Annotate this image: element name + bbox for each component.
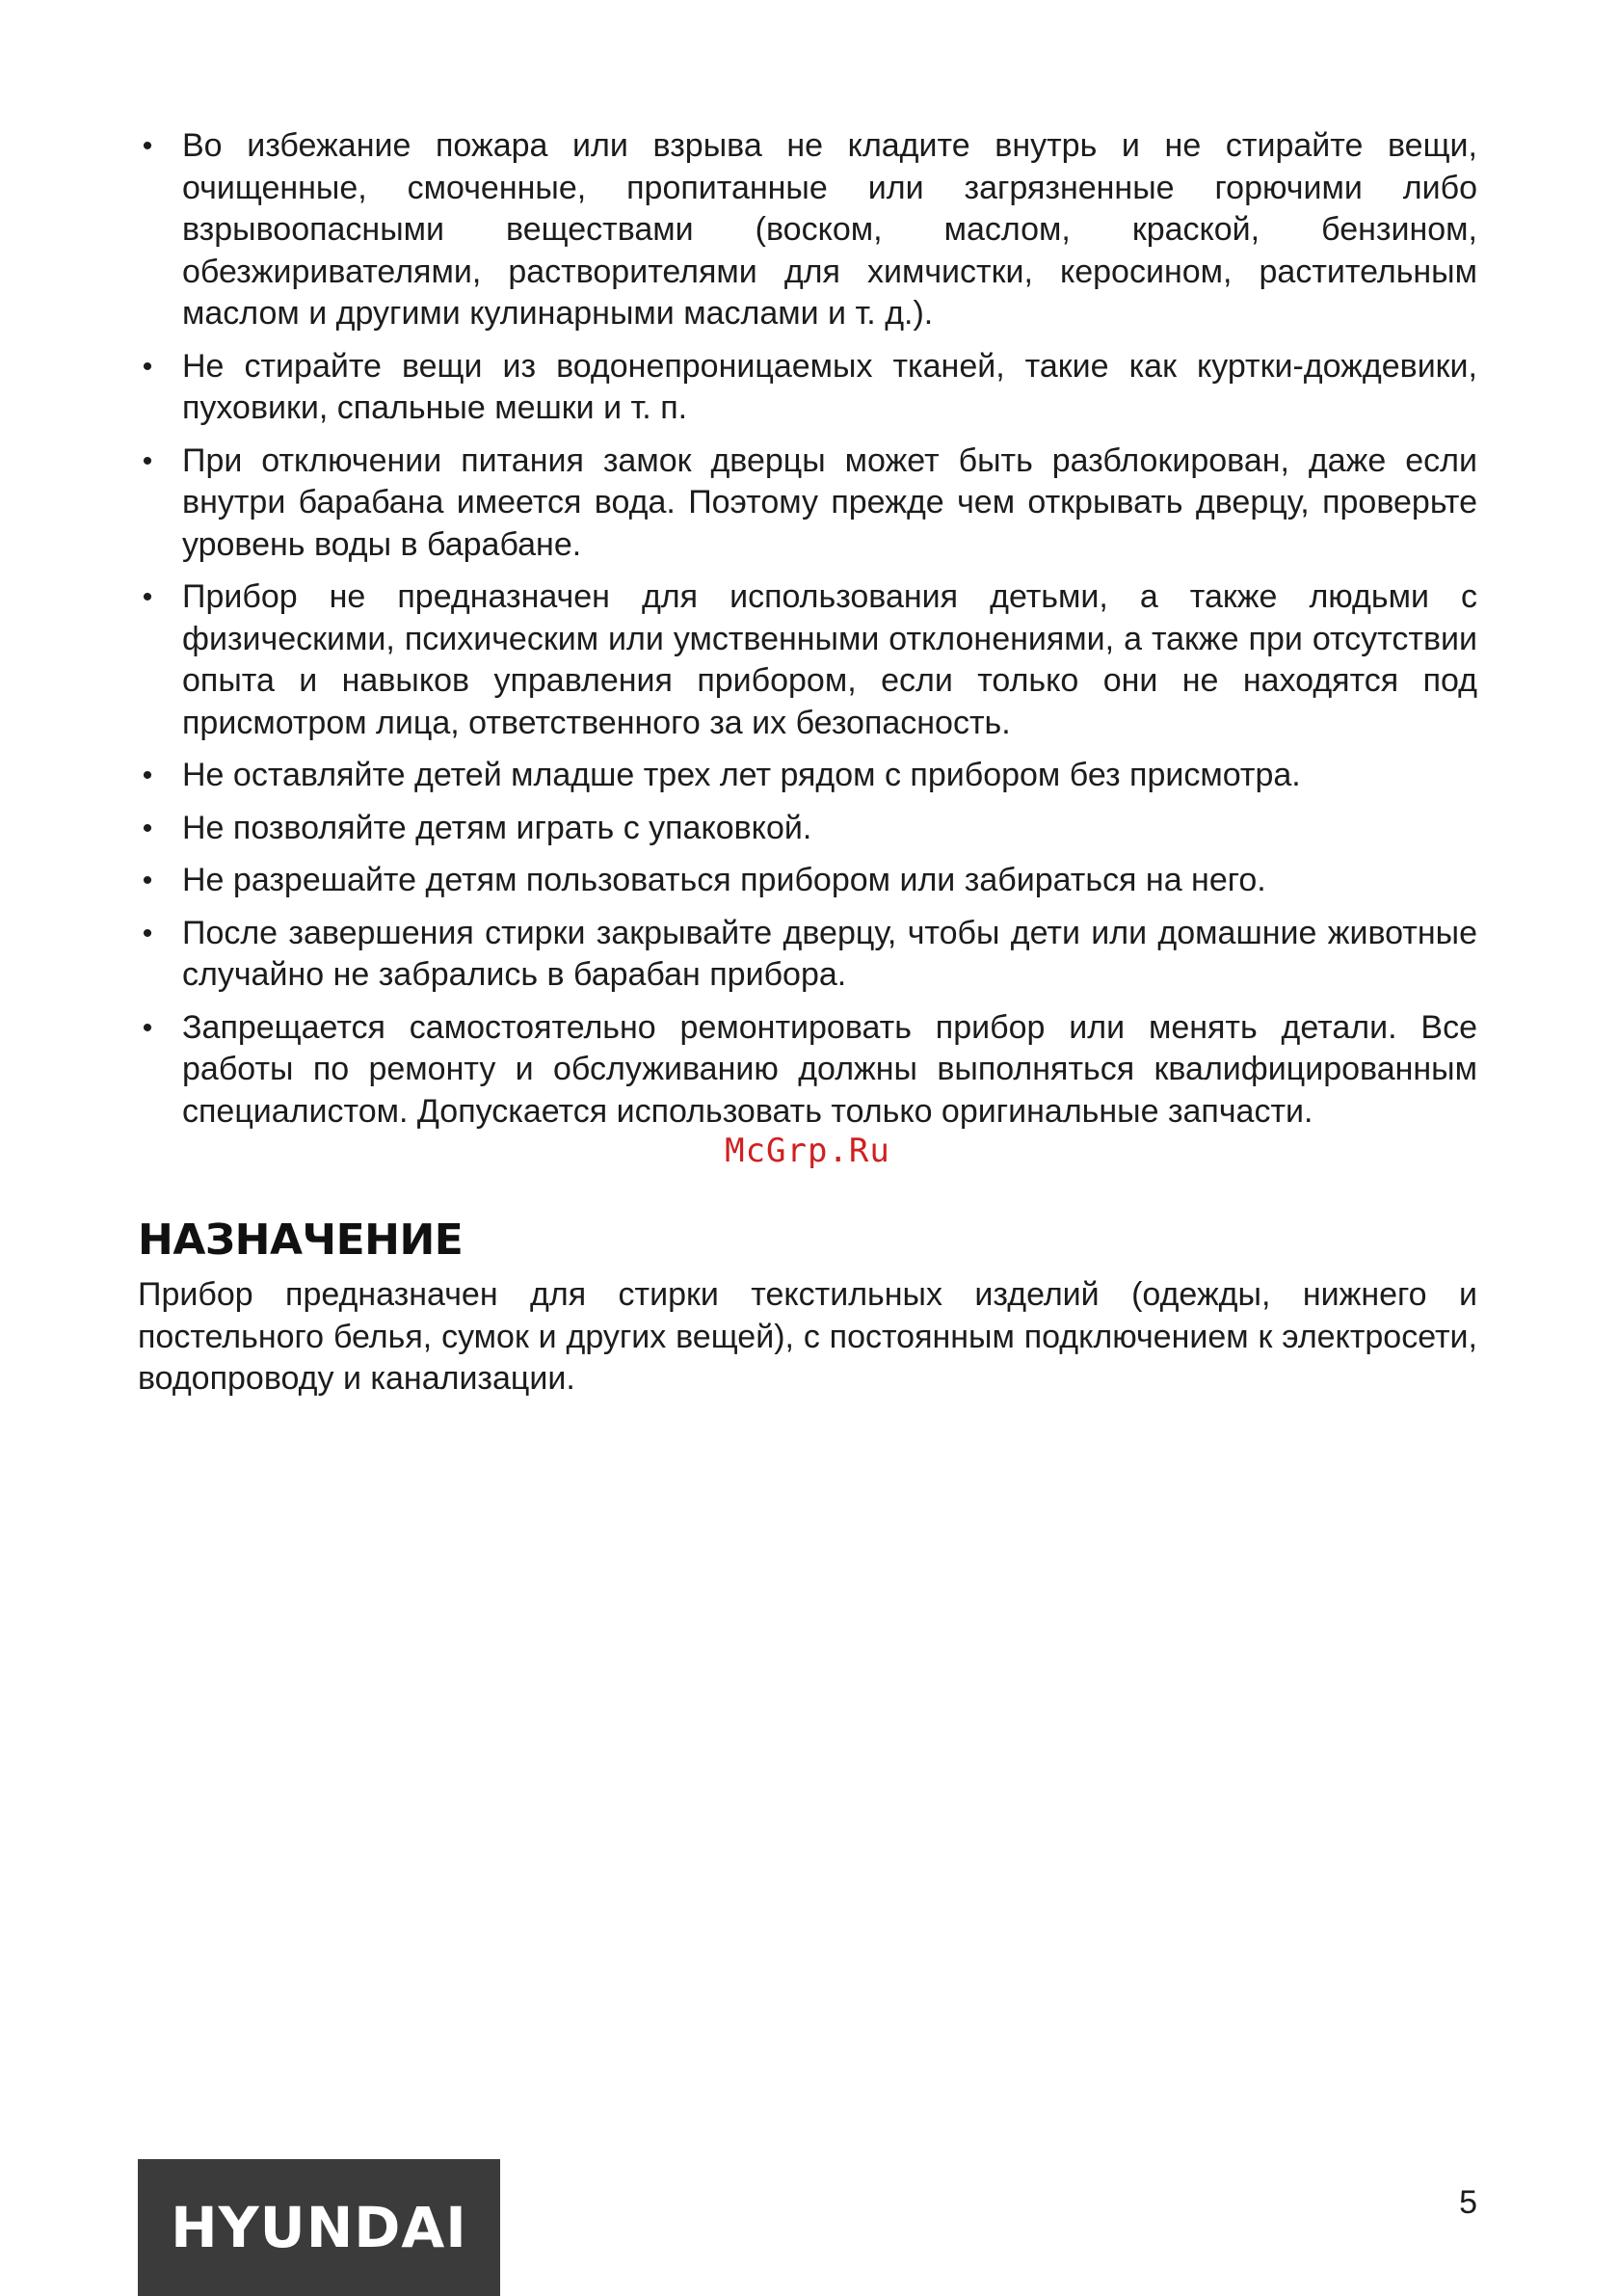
- list-item-text: Прибор не предназначен для использования детьми, а также людьми с физическими, психическим или умственными отклонениями, а также при отсутствии опыта и навыков управления прибором, если только они не находятся под присмотром лица, ответственного за их безопасность.: [182, 578, 1477, 741]
- bullet-icon: •: [142, 581, 153, 613]
- list-item: [138, 755, 1477, 797]
- brand-logo: [138, 2159, 500, 2296]
- list-item: [138, 576, 1477, 744]
- list-item-text: Не оставляйте детей младше трех лет рядом с прибором без присмотра.: [182, 757, 1301, 793]
- list-item: [138, 1007, 1477, 1134]
- bullet-icon: •: [142, 130, 153, 162]
- list-item: [138, 125, 1477, 335]
- list-item-text: Не стирайте вещи из водонепроницаемых тканей, такие как куртки-дождевики, пуховики, спальные мешки и т. п.: [182, 347, 1477, 426]
- watermark-link[interactable]: McGrp.Ru: [725, 1132, 890, 1170]
- page-content: [138, 125, 1477, 1401]
- bullet-icon: •: [142, 444, 153, 477]
- list-item: [138, 913, 1477, 997]
- page-number: 5: [1459, 2184, 1477, 2221]
- list-item-text: Не позволяйте детям играть с упаковкой.: [182, 809, 812, 846]
- brand-logo-text: HYUNDAI: [171, 2195, 467, 2260]
- list-item: [138, 808, 1477, 850]
- list-item-text: Запрещается самостоятельно ремонтировать прибор или менять детали. Все работы по ремонту и обслуживанию должны выполняться квалифицированным специалистом. Допускается использовать только оригинальные запчасти.: [182, 1008, 1477, 1130]
- safety-list: [138, 125, 1477, 1133]
- section-title: НАЗНАЧЕНИЕ: [138, 1215, 464, 1265]
- list-item-text: После завершения стирки закрывайте дверцу, чтобы дети или домашние животные случайно не забрались в барабан прибора.: [182, 914, 1477, 993]
- list-item: [138, 860, 1477, 902]
- bullet-icon: •: [142, 812, 153, 844]
- list-item: [138, 346, 1477, 430]
- bullet-icon: •: [142, 865, 153, 896]
- list-item-text: При отключении питания замок дверцы может быть разблокирован, даже если внутри барабана имеется вода. Поэтому прежде чем открывать дверцу, проверьте уровень воды в барабане.: [182, 441, 1477, 563]
- list-item: [138, 441, 1477, 567]
- bullet-icon: •: [142, 917, 153, 949]
- list-item-text: Не разрешайте детям пользоваться прибором или забираться на него.: [182, 862, 1266, 898]
- bullet-icon: •: [142, 350, 153, 383]
- section-body: Прибор предназначен для стирки текстильных изделий (одежды, нижнего и постельного белья, сумок и других вещей), с постоянным подключением к электросети, водопроводу и канализации.: [138, 1276, 1477, 1397]
- bullet-icon: •: [142, 1011, 153, 1044]
- list-item-text: Во избежание пожара или взрыва не кладите внутрь и не стирайте вещи, очищенные, смоченные, пропитанные или загрязненные горючими либо взрывоопасными веществами (воском, маслом, краской, бензином, обезжиривателями, растворителями для химчистки, керосином, растительным маслом и другими кулинарными маслами и т. д.).: [182, 127, 1477, 332]
- bullet-icon: •: [142, 760, 153, 791]
